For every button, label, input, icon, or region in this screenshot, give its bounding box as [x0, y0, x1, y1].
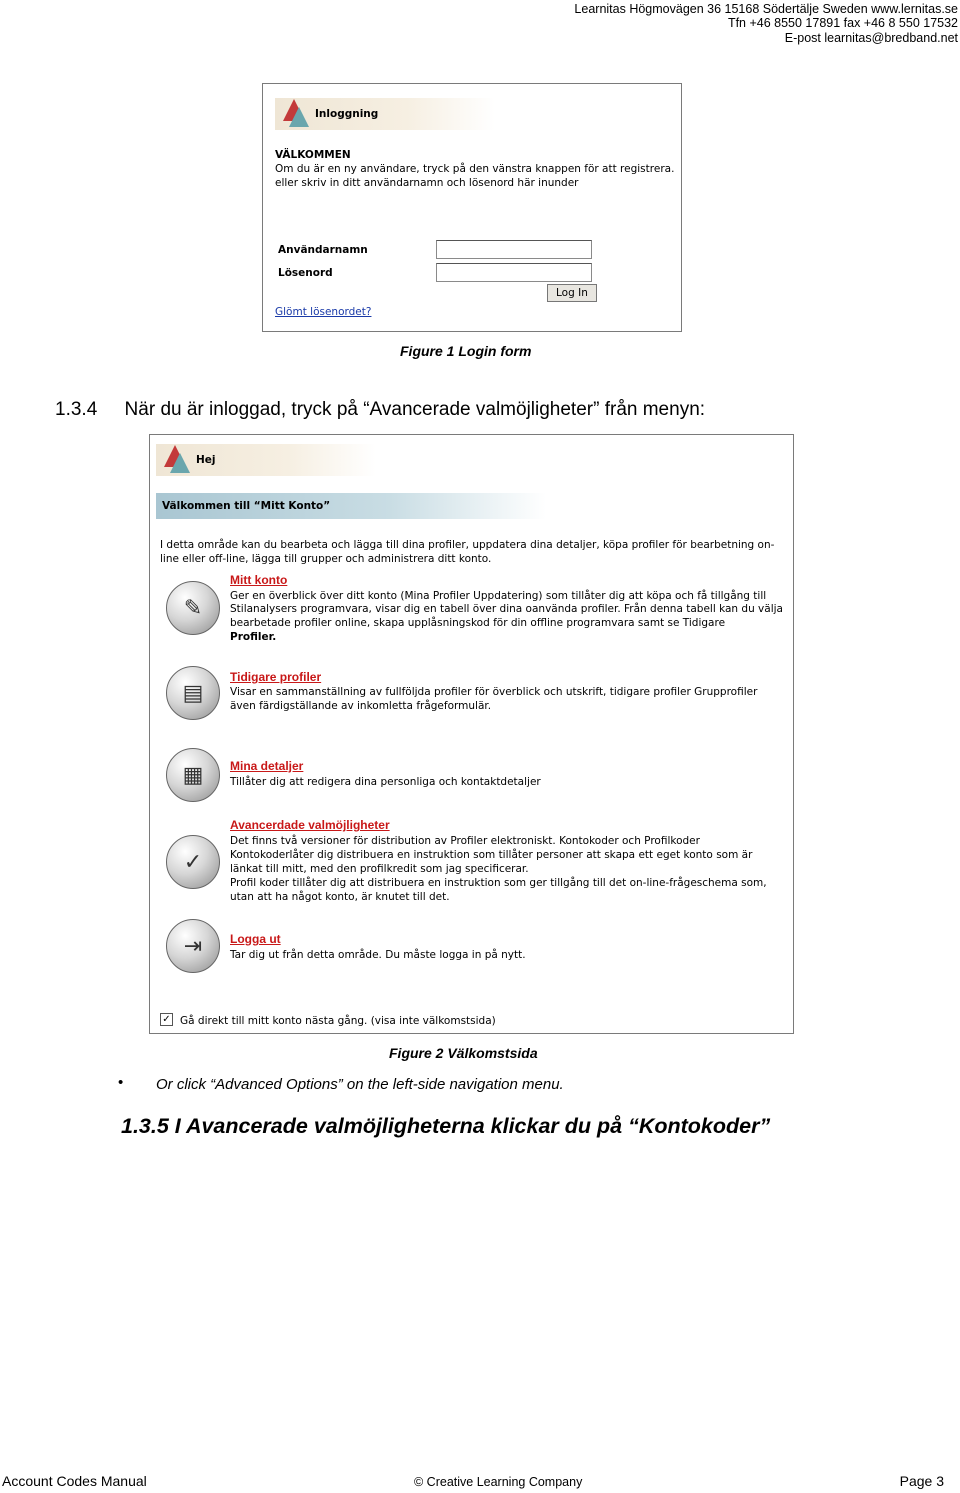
logga-ut-desc-line1: Tar dig ut från detta område. Du måste logga in på nytt. — [230, 949, 526, 961]
mitt-konto-desc-line4: Profiler. — [230, 631, 277, 643]
avancerade-desc-line3: länkat till mitt, med den profilkredit som jag specificerar. — [230, 863, 529, 875]
mina-detaljer-link[interactable]: Mina detaljer — [230, 759, 304, 773]
mina-detaljer-desc-line1: Tillåter dig att redigera dina personliga och kontaktdetaljer — [230, 776, 541, 788]
login-form-screenshot — [262, 83, 682, 332]
intro-line1: I detta område kan du bearbeta och lägga till dina profiler, uppdatera dina detaljer, köpa profiler för bearbetning on- — [160, 539, 775, 551]
tidigare-profiler-desc-line1: Visar en sammanställning av fullföljda profiler för överblick och utskrift, tidigare profiler Grupprofiler — [230, 686, 758, 698]
avancerade-desc-line5: utan att ha något konto, är knutet till det. — [230, 891, 450, 903]
company-address: Learnitas Högmovägen 36 15168 Södertälje Sweden www.lernitas.se — [574, 2, 958, 16]
step-heading-1-3-5: 1.3.5 I Avancerade valmöjligheterna klickar du på “Kontokoder” — [121, 1114, 771, 1138]
footer-copyright: © Creative Learning Company — [414, 1475, 583, 1489]
footer-title: Account Codes Manual — [2, 1473, 147, 1489]
step-heading-1-3-4 — [55, 399, 705, 421]
bullet-text: Or click “Advanced Options” on the left-side navigation menu. — [156, 1076, 564, 1093]
files-icon[interactable]: ▦ — [166, 748, 220, 802]
documents-icon[interactable]: ▤ — [166, 666, 220, 720]
welcome-text-line1: Om du är en ny användare, tryck på den vänstra knappen för att registrera. — [275, 163, 675, 175]
skip-welcome-checkbox[interactable]: ✓ — [160, 1013, 173, 1026]
avancerade-valmojligheter-link[interactable]: Avancerdade valmöjligheter — [230, 818, 390, 832]
avancerade-desc-line1: Det finns två versioner för distribution av Profiler elektroniskt. Kontokoder och Profilkoder — [230, 835, 700, 847]
bullet-symbol: • — [118, 1074, 124, 1091]
welcome-banner-title: Hej — [196, 454, 216, 466]
logo-icon — [160, 445, 188, 475]
intro-line2: line eller off-line, lägga till grupper och administrera ditt konto. — [160, 553, 492, 565]
password-input[interactable] — [436, 263, 592, 282]
tidigare-profiler-link[interactable]: Tidigare profiler — [230, 670, 322, 684]
company-phone: Tfn +46 8550 17891 fax +46 8 550 17532 — [727, 16, 958, 30]
mitt-konto-desc-line1: Ger en överblick över ditt konto (Mina Profiler Uppdatering) som tillåter dig att köpa och få tillgång till — [230, 590, 767, 602]
login-banner-title: Inloggning — [315, 108, 379, 120]
company-email: E-post learnitas@bredband.net — [784, 31, 958, 45]
mitt-konto-link[interactable]: Mitt konto — [230, 573, 288, 587]
tidigare-profiler-desc-line2: även färdigställande av inkomletta frågeformulär. — [230, 700, 492, 712]
login-button[interactable]: Log In — [547, 284, 597, 302]
welcome-page-screenshot — [149, 434, 794, 1034]
welcome-banner — [156, 444, 376, 476]
welcome-heading: VÄLKOMMEN — [275, 149, 351, 161]
logga-ut-link[interactable]: Logga ut — [230, 932, 281, 946]
mitt-konto-desc-line3: bearbetade profiler online, skapa upplåsningskod för din offline programvara samt se Tidigare — [230, 617, 726, 629]
login-banner — [275, 98, 495, 130]
avancerade-desc-line4: Profil koder tillåter dig att distribuera en instruktion som ger tillgång till det on-line-frågeschema som, — [230, 877, 767, 889]
figure1-caption: Figure 1 Login form — [400, 343, 532, 359]
password-label: Lösenord — [278, 267, 333, 279]
pen-icon[interactable]: ✎ — [166, 581, 220, 635]
figure2-caption: Figure 2 Välkomstsida — [389, 1045, 538, 1061]
folder-check-icon[interactable]: ✓ — [166, 835, 220, 889]
forgot-password-link[interactable]: Glömt lösenordet? — [275, 306, 372, 318]
welcome-text-line2: eller skriv in ditt användarnamn och lösenord här inunder — [275, 177, 579, 189]
welcome-bar: Välkommen till “Mitt Konto” — [156, 493, 546, 519]
username-label: Användarnamn — [278, 244, 368, 256]
avancerade-desc-line2: Kontokoderlåter dig distribuera en instruktion som tillåter personer att skapa ett eget konto som är — [230, 849, 753, 861]
logout-icon[interactable]: ⇥ — [166, 919, 220, 973]
step-number: 1.3.4 — [55, 399, 98, 420]
skip-welcome-label: Gå direkt till mitt konto nästa gång. (visa inte välkomstsida) — [180, 1015, 496, 1027]
footer-page-number: Page 3 — [899, 1473, 944, 1489]
logo-icon — [279, 99, 307, 129]
username-input[interactable] — [436, 240, 592, 259]
step-text: När du är inloggad, tryck på “Avancerade valmöjligheter” från menyn: — [124, 399, 706, 420]
mitt-konto-desc-line2: Stilanalysers programvara, visar dig en tabell över dina oanvända profiler. Från denna tabell kan du välja — [230, 603, 783, 615]
